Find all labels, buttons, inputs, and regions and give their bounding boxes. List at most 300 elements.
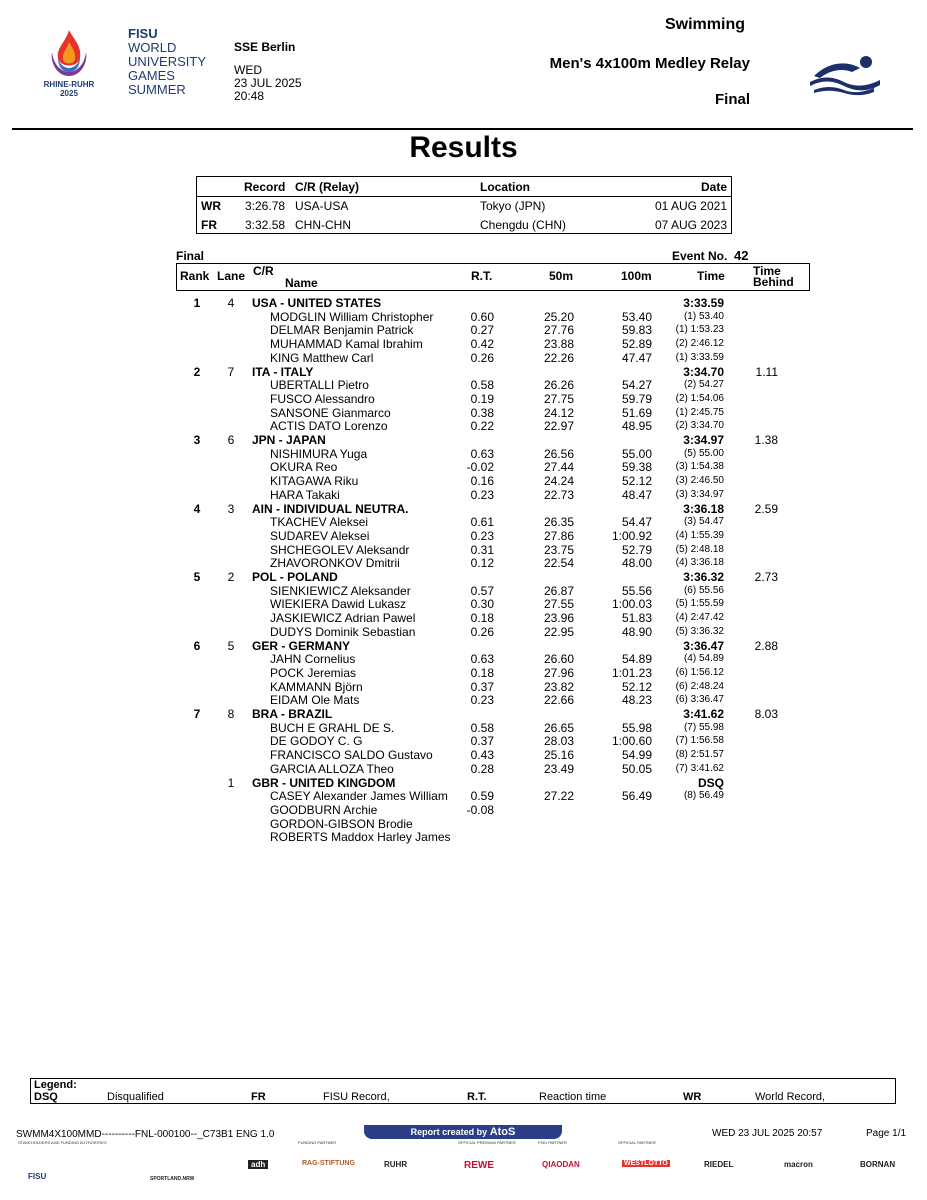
swimmer-row <box>0 666 927 680</box>
swimmer-row <box>0 597 927 611</box>
swimmer-row <box>0 789 927 803</box>
col-rank: Rank <box>180 269 210 283</box>
records-col-record: Record <box>244 180 286 194</box>
team-name: GER - GERMANY <box>252 638 351 653</box>
cumulative-split: (4) 54.89 <box>683 653 724 665</box>
split-50m: 27.75 <box>543 391 574 406</box>
split-100m: 52.12 <box>621 474 652 489</box>
swimmer-name: SANSONE Gianmarco <box>270 405 391 420</box>
split-100m: 1:00.92 <box>611 528 652 543</box>
team-time: 3:34.97 <box>683 433 724 447</box>
split-50m: 22.73 <box>543 487 574 502</box>
cumulative-split: (4) 2:47.42 <box>675 612 724 624</box>
team-rank: 3 <box>193 433 201 447</box>
swimmer-name: OKURA Reo <box>270 460 338 475</box>
team-lane: 4 <box>227 296 235 310</box>
swimmer-name: UBERTALLI Pietro <box>270 378 369 393</box>
split-50m: 23.82 <box>543 679 574 694</box>
split-100m: 48.23 <box>621 693 652 708</box>
split-100m: 54.99 <box>621 748 652 763</box>
split-100m: 51.69 <box>621 405 652 420</box>
logo-caption <box>34 80 104 98</box>
team-lane: 7 <box>227 364 235 379</box>
swimmer-row <box>0 680 927 694</box>
swimmer-name: ACTIS DATO Lorenzo <box>270 419 388 434</box>
fisu-line: WORLD <box>128 40 177 55</box>
sponsor-category: OFFICIAL PREMIUM PARTNER <box>458 1140 516 1145</box>
sponsor-logo-qiaodan: QIAODAN <box>542 1160 580 1169</box>
split-100m: 54.89 <box>621 652 652 667</box>
legend-code: FR <box>251 1091 266 1103</box>
reaction-time: 0.23 <box>470 528 494 543</box>
split-100m: 55.00 <box>621 446 652 461</box>
split-50m: 22.26 <box>543 350 574 365</box>
team-time-behind: 1.11 <box>755 364 778 379</box>
reaction-time: 0.18 <box>470 665 494 680</box>
split-50m: 26.87 <box>543 583 574 598</box>
swimmer-name: ZHAVORONKOV Dmitrii <box>270 556 400 571</box>
swimmer-name: GARCIA ALLOZA Theo <box>270 761 394 776</box>
split-50m: 26.35 <box>543 515 574 530</box>
swimmer-row <box>0 515 927 529</box>
cumulative-split: (6) 1:56.12 <box>675 666 724 678</box>
swimmer-row <box>0 652 927 666</box>
reaction-time: 0.57 <box>470 583 494 598</box>
fisu-wordmark <box>128 27 206 97</box>
reaction-time: 0.60 <box>470 309 494 324</box>
split-100m: 1:01.23 <box>611 665 652 680</box>
team-time-behind: 2.88 <box>754 638 778 653</box>
team-time: 3:41.62 <box>683 707 724 721</box>
team-lane: 1 <box>227 775 235 790</box>
col-lane: Lane <box>217 269 246 283</box>
document-code: SWMM4X100MMD----------FNL-000100--_C73B1 ENG 1.0 <box>16 1129 275 1140</box>
split-100m: 48.47 <box>621 487 652 502</box>
team-row <box>0 776 927 790</box>
split-100m: 48.00 <box>621 556 652 571</box>
logo-caption-line1: RHINE-RUHR <box>43 80 95 89</box>
team-name: AIN - INDIVIDUAL NEUTRA. <box>252 501 409 516</box>
cumulative-split: (1) 53.40 <box>683 310 724 322</box>
swimmer-row <box>0 543 927 557</box>
split-50m: 23.75 <box>543 542 574 557</box>
team-lane: 3 <box>227 501 235 516</box>
swimmer-name: FUSCO Alessandro <box>270 391 375 406</box>
session-datetime <box>234 64 302 103</box>
reaction-time: 0.27 <box>470 323 494 338</box>
split-100m: 1:00.60 <box>611 734 652 749</box>
cumulative-split: (5) 55.00 <box>683 447 724 459</box>
swimmer-name: TKACHEV Aleksei <box>270 515 369 530</box>
swimmer-row <box>0 748 927 762</box>
swimmer-row <box>0 378 927 392</box>
record-code: FR <box>201 218 217 232</box>
report-credit-bar <box>364 1125 562 1139</box>
sponsor-category: STAKEHOLDERS AND FUNDING AUTHORITIES <box>18 1140 107 1145</box>
team-row <box>0 639 927 653</box>
swimmer-name: FRANCISCO SALDO Gustavo <box>270 748 433 763</box>
reaction-time: 0.58 <box>470 720 494 735</box>
split-100m: 51.83 <box>621 611 652 626</box>
split-100m: 54.27 <box>621 378 652 393</box>
split-50m: 26.26 <box>543 378 574 393</box>
swimming-pictogram-icon <box>808 52 882 96</box>
sport-name: Swimming <box>664 16 745 33</box>
team-name: POL - POLAND <box>252 570 338 584</box>
record-cr: USA-USA <box>295 199 349 213</box>
team-lane: 5 <box>227 638 235 653</box>
results-column-header <box>176 263 810 291</box>
split-100m: 59.83 <box>621 323 652 338</box>
legend-text: FISU Record, <box>323 1091 390 1103</box>
swimmer-row <box>0 611 927 625</box>
team-row <box>0 570 927 584</box>
team-time-behind: 1.38 <box>754 433 778 447</box>
logo-caption-line2: 2025 <box>60 89 78 98</box>
swimmer-row <box>0 310 927 324</box>
swimmer-name: WIEKIERA Dawid Lukasz <box>270 597 407 612</box>
reaction-time: 0.12 <box>470 556 494 571</box>
reaction-time: 0.58 <box>470 378 494 393</box>
col-time-behind-1: Time <box>753 264 781 278</box>
record-time: 3:32.58 <box>245 218 286 232</box>
atos-logo: AtoS <box>489 1126 516 1138</box>
split-50m: 28.03 <box>543 734 574 749</box>
col-time: Time <box>697 269 725 283</box>
split-100m: 59.79 <box>621 391 652 406</box>
split-50m: 24.12 <box>543 405 574 420</box>
record-location: Tokyo (JPN) <box>480 199 546 213</box>
swimmer-row <box>0 474 927 488</box>
team-rank: 4 <box>193 501 201 516</box>
col-time-behind-2: Behind <box>753 275 794 289</box>
swimmer-name: SUDAREV Aleksei <box>270 528 370 543</box>
team-time-behind: 2.73 <box>754 570 778 584</box>
swimmer-row <box>0 406 927 420</box>
cumulative-split: (3) 2:46.50 <box>675 475 724 487</box>
split-50m: 24.24 <box>543 474 574 489</box>
reaction-time: -0.02 <box>466 460 494 475</box>
cumulative-split: (7) 1:56.58 <box>675 735 724 747</box>
team-lane: 2 <box>227 570 235 584</box>
record-date: 01 AUG 2021 <box>654 199 727 213</box>
session-time: 20:48 <box>234 89 265 103</box>
split-50m: 25.16 <box>543 748 574 763</box>
split-100m: 48.90 <box>621 624 652 639</box>
split-50m: 22.97 <box>543 419 574 434</box>
team-time: 3:34.70 <box>683 364 724 379</box>
sponsor-category: FISU PARTNER <box>538 1140 567 1145</box>
sponsor-logo-riedel: RIEDEL <box>704 1160 734 1169</box>
team-rank: 5 <box>193 570 201 584</box>
swimmer-row <box>0 693 927 707</box>
team-rank: 7 <box>193 707 201 721</box>
swimmer-name: EIDAM Ole Mats <box>270 693 360 708</box>
reaction-time: 0.23 <box>470 487 494 502</box>
report-date: WED 23 JUL 2025 20:57 <box>712 1128 823 1139</box>
split-50m: 27.86 <box>543 528 574 543</box>
swimmer-name: JAHN Cornelius <box>270 652 356 667</box>
split-50m: 22.66 <box>543 693 574 708</box>
reaction-time: 0.31 <box>470 542 494 557</box>
split-50m: 27.55 <box>543 597 574 612</box>
team-time-behind: 2.59 <box>754 501 778 516</box>
team-time-behind: 8.03 <box>754 707 778 721</box>
reaction-time: 0.38 <box>470 405 494 420</box>
swimmer-row <box>0 323 927 337</box>
team-time: 3:36.32 <box>683 570 724 584</box>
cumulative-split: (7) 55.98 <box>683 721 724 733</box>
split-100m: 47.47 <box>621 350 652 365</box>
split-50m: 22.95 <box>543 624 574 639</box>
team-rank: 2 <box>193 364 201 379</box>
reaction-time: 0.26 <box>470 350 494 365</box>
cumulative-split: (2) 2:46.12 <box>675 338 724 350</box>
split-100m: 50.05 <box>621 761 652 776</box>
swimmer-row <box>0 529 927 543</box>
header-divider <box>12 128 913 130</box>
swimmer-name: CASEY Alexander James William <box>270 789 448 804</box>
event-name: Men's 4x100m Medley Relay <box>549 55 750 72</box>
col-100m: 100m <box>621 269 652 283</box>
page-number: Page 1/1 <box>866 1128 907 1139</box>
record-location: Chengdu (CHN) <box>480 218 567 232</box>
cumulative-split: (6) 55.56 <box>683 584 724 596</box>
split-50m: 27.22 <box>543 789 574 804</box>
swimmer-name: KING Matthew Carl <box>270 350 374 365</box>
col-cr: C/R <box>253 264 274 278</box>
event-number: 42 <box>734 248 749 263</box>
split-100m: 52.12 <box>621 679 652 694</box>
results-phase-label: Final <box>176 249 205 263</box>
cumulative-split: (2) 1:54.06 <box>675 392 724 404</box>
split-50m: 27.44 <box>543 460 574 475</box>
sponsor-logo-bornan: BORNAN <box>860 1160 896 1169</box>
reaction-time: 0.16 <box>470 474 494 489</box>
reaction-time: -0.08 <box>466 802 494 817</box>
reaction-time: 0.43 <box>470 748 494 763</box>
split-100m: 1:00.03 <box>611 597 652 612</box>
reaction-time: 0.61 <box>470 515 494 530</box>
cumulative-split: (3) 54.47 <box>683 516 724 528</box>
team-rank: 1 <box>193 296 201 310</box>
reaction-time: 0.23 <box>470 693 494 708</box>
legend-title: Legend: <box>34 1079 77 1091</box>
fisu-line: UNIVERSITY <box>128 54 207 69</box>
team-name: USA - UNITED STATES <box>252 296 382 310</box>
team-time: 3:36.47 <box>683 638 724 653</box>
records-row <box>197 196 731 215</box>
split-50m: 27.76 <box>543 323 574 338</box>
reaction-time: 0.19 <box>470 391 494 406</box>
sponsor-category: OFFICIAL PARTNER <box>618 1140 656 1145</box>
split-100m: 53.40 <box>621 309 652 324</box>
sponsor-logo-sportland: SPORTLAND.NRW <box>150 1176 195 1182</box>
page-title: Results <box>409 131 518 164</box>
reaction-time: 0.22 <box>470 419 494 434</box>
sponsor-logo-rag: RAG-STIFTUNG <box>302 1160 355 1167</box>
team-time: DSQ <box>697 775 724 790</box>
reaction-time: 0.37 <box>470 679 494 694</box>
legend-code: DSQ <box>34 1091 58 1103</box>
split-50m: 23.49 <box>543 761 574 776</box>
sponsor-logo-westlotto: WESTLOTTO <box>624 1160 668 1167</box>
swimmer-name: ROBERTS Maddox Harley James <box>270 830 451 845</box>
sponsor-category: FUNDING PARTNER <box>298 1140 337 1145</box>
swimmer-row <box>0 817 927 831</box>
fisu-line: SUMMER <box>128 82 186 97</box>
cumulative-split: (4) 1:55.39 <box>675 529 724 541</box>
session-date: 23 JUL 2025 <box>234 76 302 90</box>
records-header-row <box>197 177 731 197</box>
split-100m: 55.98 <box>621 720 652 735</box>
swimmer-row <box>0 419 927 433</box>
swimmer-row <box>0 721 927 735</box>
records-col-cr: C/R (Relay) <box>295 180 360 194</box>
sponsor-logo-macron: macron <box>784 1160 813 1169</box>
col-50m: 50m <box>549 269 574 283</box>
team-time: 3:36.18 <box>683 501 724 516</box>
swimmer-row <box>0 351 927 365</box>
swimmer-name: MODGLIN William Christopher <box>270 309 434 324</box>
swimmer-row <box>0 447 927 461</box>
reaction-time: 0.26 <box>470 624 494 639</box>
swimmer-name: KITAGAWA Riku <box>270 474 359 489</box>
rhine-ruhr-flame-logo <box>44 28 94 88</box>
split-50m: 23.96 <box>543 611 574 626</box>
legend <box>30 1078 896 1104</box>
col-rt: R.T. <box>471 269 493 283</box>
cumulative-split: (5) 1:55.59 <box>675 598 724 610</box>
team-name: ITA - ITALY <box>252 364 314 379</box>
fisu-line: FISU <box>128 26 158 41</box>
cumulative-split: (3) 3:34.97 <box>675 488 724 500</box>
swimmer-name: BUCH E GRAHL DE S. <box>270 720 395 735</box>
reaction-time: 0.59 <box>470 789 494 804</box>
reaction-time: 0.18 <box>470 611 494 626</box>
records-col-location: Location <box>480 180 530 194</box>
col-name: Name <box>285 276 318 290</box>
split-100m: 48.95 <box>621 419 652 434</box>
swimmer-name: SHCHEGOLEV Aleksandr <box>270 542 410 557</box>
reaction-time: 0.42 <box>470 337 494 352</box>
team-name: BRA - BRAZIL <box>252 707 333 721</box>
cumulative-split: (2) 3:34.70 <box>675 420 724 432</box>
split-50m: 26.65 <box>543 720 574 735</box>
split-50m: 22.54 <box>543 556 574 571</box>
split-100m: 52.79 <box>621 542 652 557</box>
venue: SSE Berlin <box>234 40 296 54</box>
team-row <box>0 296 927 310</box>
cumulative-split: (8) 56.49 <box>683 790 724 802</box>
reaction-time: 0.30 <box>470 597 494 612</box>
reaction-time: 0.63 <box>470 446 494 461</box>
cumulative-split: (3) 1:54.38 <box>675 461 724 473</box>
team-time: 3:33.59 <box>683 296 724 310</box>
record-code: WR <box>201 199 221 213</box>
report-credit-text: Report created by <box>410 1127 488 1137</box>
sponsor-logo-adh: adh <box>248 1160 268 1169</box>
legend-text: World Record, <box>755 1091 826 1103</box>
swimmer-row <box>0 337 927 351</box>
cumulative-split: (7) 3:41.62 <box>675 762 724 774</box>
cumulative-split: (1) 1:53.23 <box>675 324 724 336</box>
team-row <box>0 433 927 447</box>
legend-code: R.T. <box>467 1091 487 1103</box>
split-100m: 59.38 <box>621 460 652 475</box>
team-rank: 6 <box>193 638 201 653</box>
cumulative-split: (5) 3:36.32 <box>675 625 724 637</box>
swimmer-name: DE GODOY C. G <box>270 734 363 749</box>
reaction-time: 0.63 <box>470 652 494 667</box>
swimmer-name: KAMMANN Björn <box>270 679 363 694</box>
swimmer-row <box>0 830 927 844</box>
swimmer-row <box>0 488 927 502</box>
record-date: 07 AUG 2023 <box>654 218 727 232</box>
record-cr: CHN-CHN <box>295 218 351 232</box>
swimmer-row <box>0 584 927 598</box>
records-row <box>197 215 731 234</box>
swimmer-name: DELMAR Benjamin Patrick <box>270 323 414 338</box>
split-50m: 26.60 <box>543 652 574 667</box>
split-50m: 25.20 <box>543 309 574 324</box>
team-row <box>0 707 927 721</box>
split-50m: 27.96 <box>543 665 574 680</box>
session-day: WED <box>234 63 262 77</box>
cumulative-split: (8) 2:51.57 <box>675 749 724 761</box>
split-100m: 52.89 <box>621 337 652 352</box>
swimmer-name: GOODBURN Archie <box>270 802 378 817</box>
team-name: JPN - JAPAN <box>252 433 326 447</box>
event-number-label: Event No. <box>672 249 728 263</box>
team-row <box>0 365 927 379</box>
swimmer-name: SIENKIEWICZ Aleksander <box>270 583 411 598</box>
swimmer-name: MUHAMMAD Kamal Ibrahim <box>270 337 423 352</box>
cumulative-split: (6) 3:36.47 <box>675 694 724 706</box>
record-time: 3:26.78 <box>245 199 286 213</box>
swimmer-row <box>0 460 927 474</box>
split-100m: 54.47 <box>621 515 652 530</box>
team-lane: 6 <box>227 433 235 447</box>
cumulative-split: (2) 54.27 <box>683 379 724 391</box>
sponsor-logo-ruhr: RUHR <box>384 1160 408 1169</box>
legend-text: Disqualified <box>107 1091 164 1103</box>
team-name: GBR - UNITED KINGDOM <box>252 775 396 790</box>
records-col-date: Date <box>700 180 727 194</box>
fisu-line: GAMES <box>128 68 175 83</box>
split-100m: 55.56 <box>621 583 652 598</box>
cumulative-split: (1) 2:45.75 <box>675 406 724 418</box>
swimmer-row <box>0 734 927 748</box>
cumulative-split: (6) 2:48.24 <box>675 680 724 692</box>
records-table <box>196 176 732 234</box>
sponsor-logo-rewe: REWE <box>464 1160 494 1171</box>
split-50m: 23.88 <box>543 337 574 352</box>
sponsor-logo-fisu: FISU <box>28 1172 47 1181</box>
swimmer-name: JASKIEWICZ Adrian Pawel <box>270 611 416 626</box>
swimmer-name: DUDYS Dominik Sebastian <box>270 624 416 639</box>
swimmer-name: NISHIMURA Yuga <box>270 446 368 461</box>
event-phase: Final <box>714 91 750 108</box>
cumulative-split: (4) 3:36.18 <box>675 557 724 569</box>
reaction-time: 0.37 <box>470 734 494 749</box>
team-lane: 8 <box>227 707 235 721</box>
swimmer-row <box>0 625 927 639</box>
split-50m: 26.56 <box>543 446 574 461</box>
legend-code: WR <box>683 1091 702 1103</box>
swimmer-row <box>0 392 927 406</box>
cumulative-split: (1) 3:33.59 <box>675 351 724 363</box>
